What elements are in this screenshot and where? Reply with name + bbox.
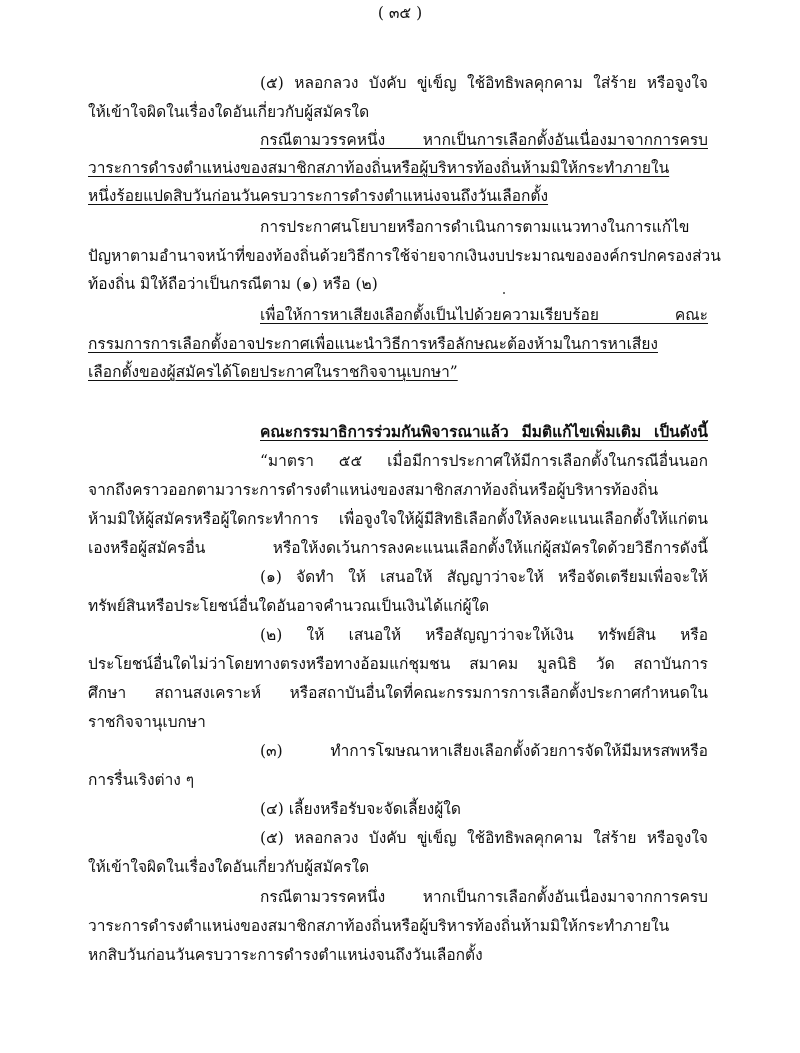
text-line: หกสิบวันก่อนวันครบวาระการดำรงตำแหน่งจนถึงวันเลือกตั้ง xyxy=(88,946,483,964)
underlined-line: วาระการดำรงตำแหน่งของสมาชิกสภาท้องถิ่นหรือผู้บริหารท้องถิ่นห้ามมิให้กระทำภายใน xyxy=(88,159,670,177)
text-line: การรื่นเริงต่าง ๆ xyxy=(88,771,195,789)
text-line: การประกาศนโยบายหรือการดำเนินการตามแนวทางในการแก้ไข xyxy=(260,218,690,236)
text-line: ท้องถิ่น มิให้ถือว่าเป็นกรณีตาม (๑) หรือ (๒) xyxy=(88,275,378,293)
stray-dot xyxy=(503,292,505,294)
text-line: “มาตรา ๕๕ เมื่อมีการประกาศให้มีการเลือกตั้งในกรณีอื่นนอก xyxy=(260,452,708,470)
text-line: (๑) จัดทำ ให้ เสนอให้ สัญญาว่าจะให้ หรือจัดเตรียมเพื่อจะให้ xyxy=(260,568,708,586)
section-heading xyxy=(260,421,708,445)
text-line: (๕) หลอกลวง บังคับ ขู่เข็ญ ใช้อิทธิพลคุกคาม ใส่ร้าย หรือจูงใจ xyxy=(260,74,708,92)
underlined-line: เลือกตั้งของผู้สมัครได้โดยประกาศในราชกิจจานุเบกษา” xyxy=(88,363,458,381)
committee-heading: คณะกรรมาธิการร่วมกันพิจารณาแล้ว มีมติแก้ไขเพิ่มเติม เป็นดังนี้ xyxy=(260,422,708,441)
underlined-line: กรณีตามวรรคหนึ่ง หากเป็นการเลือกตั้งอันเนื่องมาจากการครบ xyxy=(260,131,708,149)
text-line: ให้เข้าใจผิดในเรื่องใดอันเกี่ยวกับผู้สมัครใด xyxy=(88,858,370,876)
text-line: (๕) หลอกลวง บังคับ ขู่เข็ญ ใช้อิทธิพลคุกคาม ใส่ร้าย หรือจูงใจ xyxy=(260,829,708,847)
underlined-line: หนึ่งร้อยแปดสิบวันก่อนวันครบวาระการดำรงตำแหน่งจนถึงวันเลือกตั้ง xyxy=(88,187,549,205)
text-line: (๔) เลี้ยงหรือรับจะจัดเลี้ยงผู้ใด xyxy=(260,800,461,818)
text-line: (๓) ทำการโฆษณาหาเสียงเลือกตั้งด้วยการจัดให้มีมหรสพหรือ xyxy=(260,742,708,760)
text-line: เองหรือผู้สมัครอื่น หรือให้งดเว้นการลงคะแนนเลือกตั้งให้แก่ผู้สมัครใดด้วยวิธีการดังนี้ xyxy=(88,539,708,557)
text-line: (๒) ให้ เสนอให้ หรือสัญญาว่าจะให้เงิน ทรัพย์สิน หรือ xyxy=(260,626,708,644)
text-line: ปัญหาตามอำนาจหน้าที่ของท้องถิ่นด้วยวิธีการใช้จ่ายจากเงินงบประมาณขององค์กรปกครองส่วน xyxy=(88,247,721,265)
underlined-line: กรรมการการเลือกตั้งอาจประกาศเพื่อแนะนำวิธีการหรือลักษณะต้องห้ามในการหาเสียง xyxy=(88,335,658,353)
text-line: ห้ามมิให้ผู้สมัครหรือผู้ใดกระทำการ เพื่อจูงใจให้ผู้มีสิทธิเลือกตั้งให้ลงคะแนนเลือกตั้งให้แก่ตน xyxy=(88,510,708,528)
page-number: ( ๓๕ ) xyxy=(377,4,423,22)
underlined-line: เพื่อให้การหาเสียงเลือกตั้งเป็นไปด้วยความเรียบร้อย คณะ xyxy=(260,306,708,324)
text-line: กรณีตามวรรคหนึ่ง หากเป็นการเลือกตั้งอันเนื่องมาจากการครบ xyxy=(260,888,708,906)
text-line: ประโยชน์อื่นใดไม่ว่าโดยทางตรงหรือทางอ้อมแก่ชุมชน สมาคม มูลนิธิ วัด สถาบันการ xyxy=(88,655,708,673)
text-line: ทรัพย์สินหรือประโยชน์อื่นใดอันอาจคำนวณเป็นเงินได้แก่ผู้ใด xyxy=(88,597,490,615)
text-line: ศึกษา สถานสงเคราะห์ หรือสถาบันอื่นใดที่คณะกรรมการการเลือกตั้งประกาศกำหนดใน xyxy=(88,684,708,702)
text-line: ราชกิจจานุเบกษา xyxy=(88,713,206,731)
text-line: วาระการดำรงตำแหน่งของสมาชิกสภาท้องถิ่นหรือผู้บริหารท้องถิ่นห้ามมิให้กระทำภายใน xyxy=(88,917,670,935)
text-line: จากถึงคราวออกตามวาระการดำรงตำแหน่งของสมาชิกสภาท้องถิ่นหรือผู้บริหารท้องถิ่น xyxy=(88,481,659,499)
text-line: ให้เข้าใจผิดในเรื่องใดอันเกี่ยวกับผู้สมัครใด xyxy=(88,103,370,121)
